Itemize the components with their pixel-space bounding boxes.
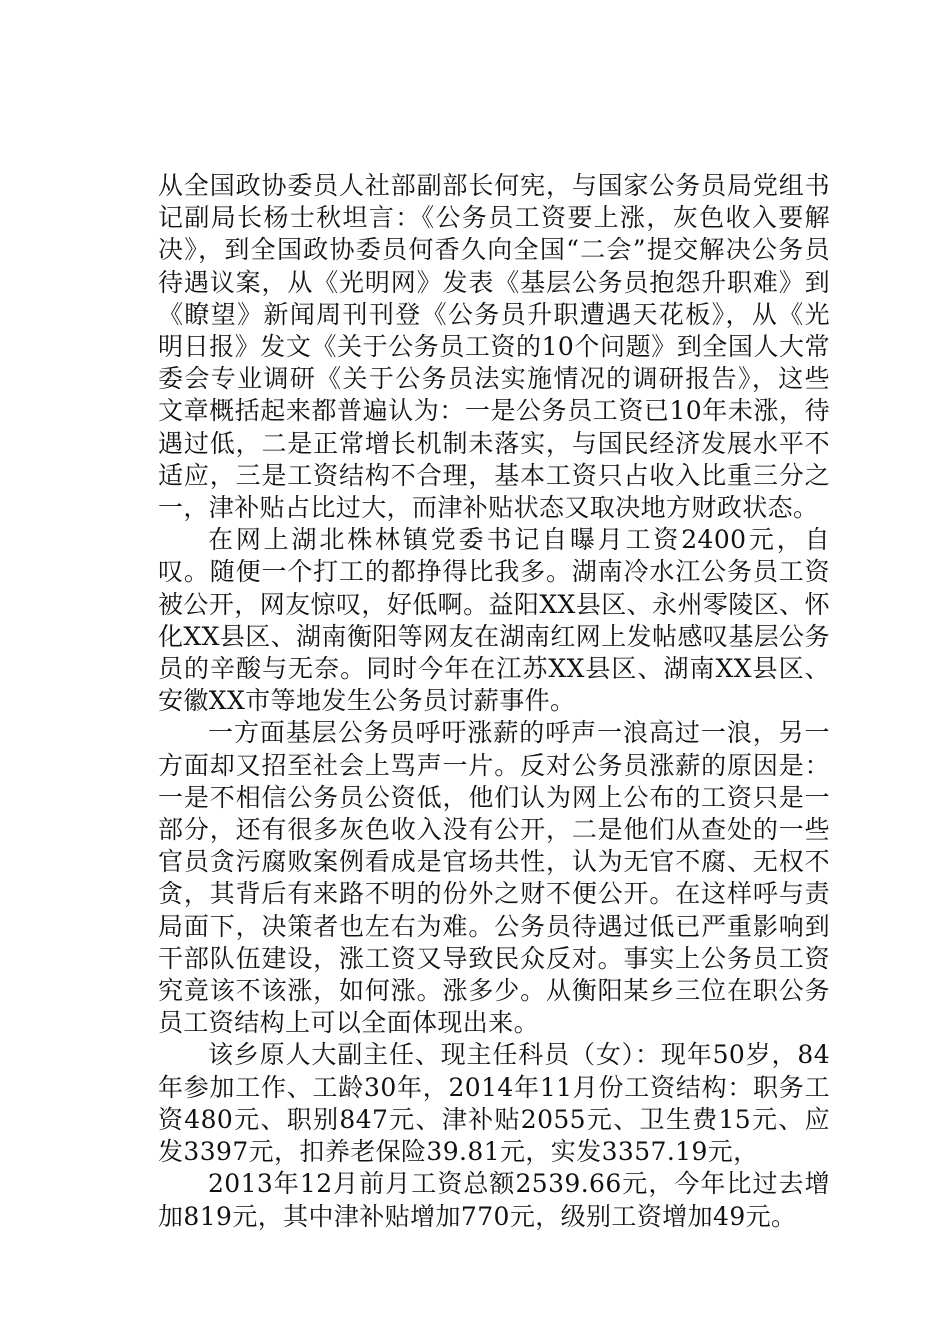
paragraph-3: 一方面基层公务员呼吁涨薪的呼声一浪高过一浪，另一方面却又招至社会上骂声一片。反对公务员涨薪的原因是：一是不相信公务员公资低，他们认为网上公布的工资只是一部分，还有很多灰色收入没有公开，二是他们从查处的一些官员贪污腐败案例看成是官场共性，认为无官不腐、无权不贪，其背后有来路不明的份外之财不便公开。在这样呼与责局面下，决策者也左右为难。公务员待遇过低已严重影响到干部队伍建设，涨工资又导致民众反对。事实上公务员工资究竟该不该涨，如何涨。涨多少。从衡阳某乡三位在职公务员工资结构上可以全面体现出来。 [158, 718, 830, 1038]
paragraph-2: 在网上湖北株林镇党委书记自曝月工资2400元，自叹。随便一个打工的都挣得比我多。湖南冷水江公务员工资被公开，网友惊叹，好低啊。益阳XX县区、永州零陵区、怀化XX县区、湖南衡阳等网友在湖南红网上发帖感叹基层公务员的辛酸与无奈。同时今年在江苏XX县区、湖南XX县区、安徽XX市等地发生公务员讨薪事件。 [158, 525, 830, 716]
paragraph-5: 2013年12月前月工资总额2539.66元，今年比过去增加819元，其中津补贴增加770元，级别工资增加49元。 [158, 1169, 830, 1231]
paragraph-1: 从全国政协委员人社部副部长何宪，与国家公务员局党组书记副局长杨士秋坦言：《公务员工资要上涨，灰色收入要解决》，到全国政协委员何香久向全国“二会”提交解决公务员待遇议案，从《光明网》发表《基层公务员抱怨升职难》到《瞭望》新闻周刊刊登《公务员升职遭遇天花板》，从《光明日报》发文《关于公务员工资的10个问题》到全国人大常委会专业调研《关于公务员法实施情况的调研报告》，这些文章概括起来都普遍认为：一是公务员工资已10年未涨，待遇过低，二是正常增长机制未落实，与国民经济发展水平不适应，三是工资结构不合理，基本工资只占收入比重三分之一，津补贴占比过大，而津补贴状态又取决地方财政状态。 [158, 171, 830, 523]
paragraph-4: 该乡原人大副主任、现主任科员（女）：现年50岁，84年参加工作、工龄30年，2014年11月份工资结构：职务工资480元、职别847元、津补贴2055元、卫生费15元、应发3397元，扣养老保险39.81元，实发3357.19元， [158, 1040, 830, 1167]
document-body [158, 170, 830, 1233]
